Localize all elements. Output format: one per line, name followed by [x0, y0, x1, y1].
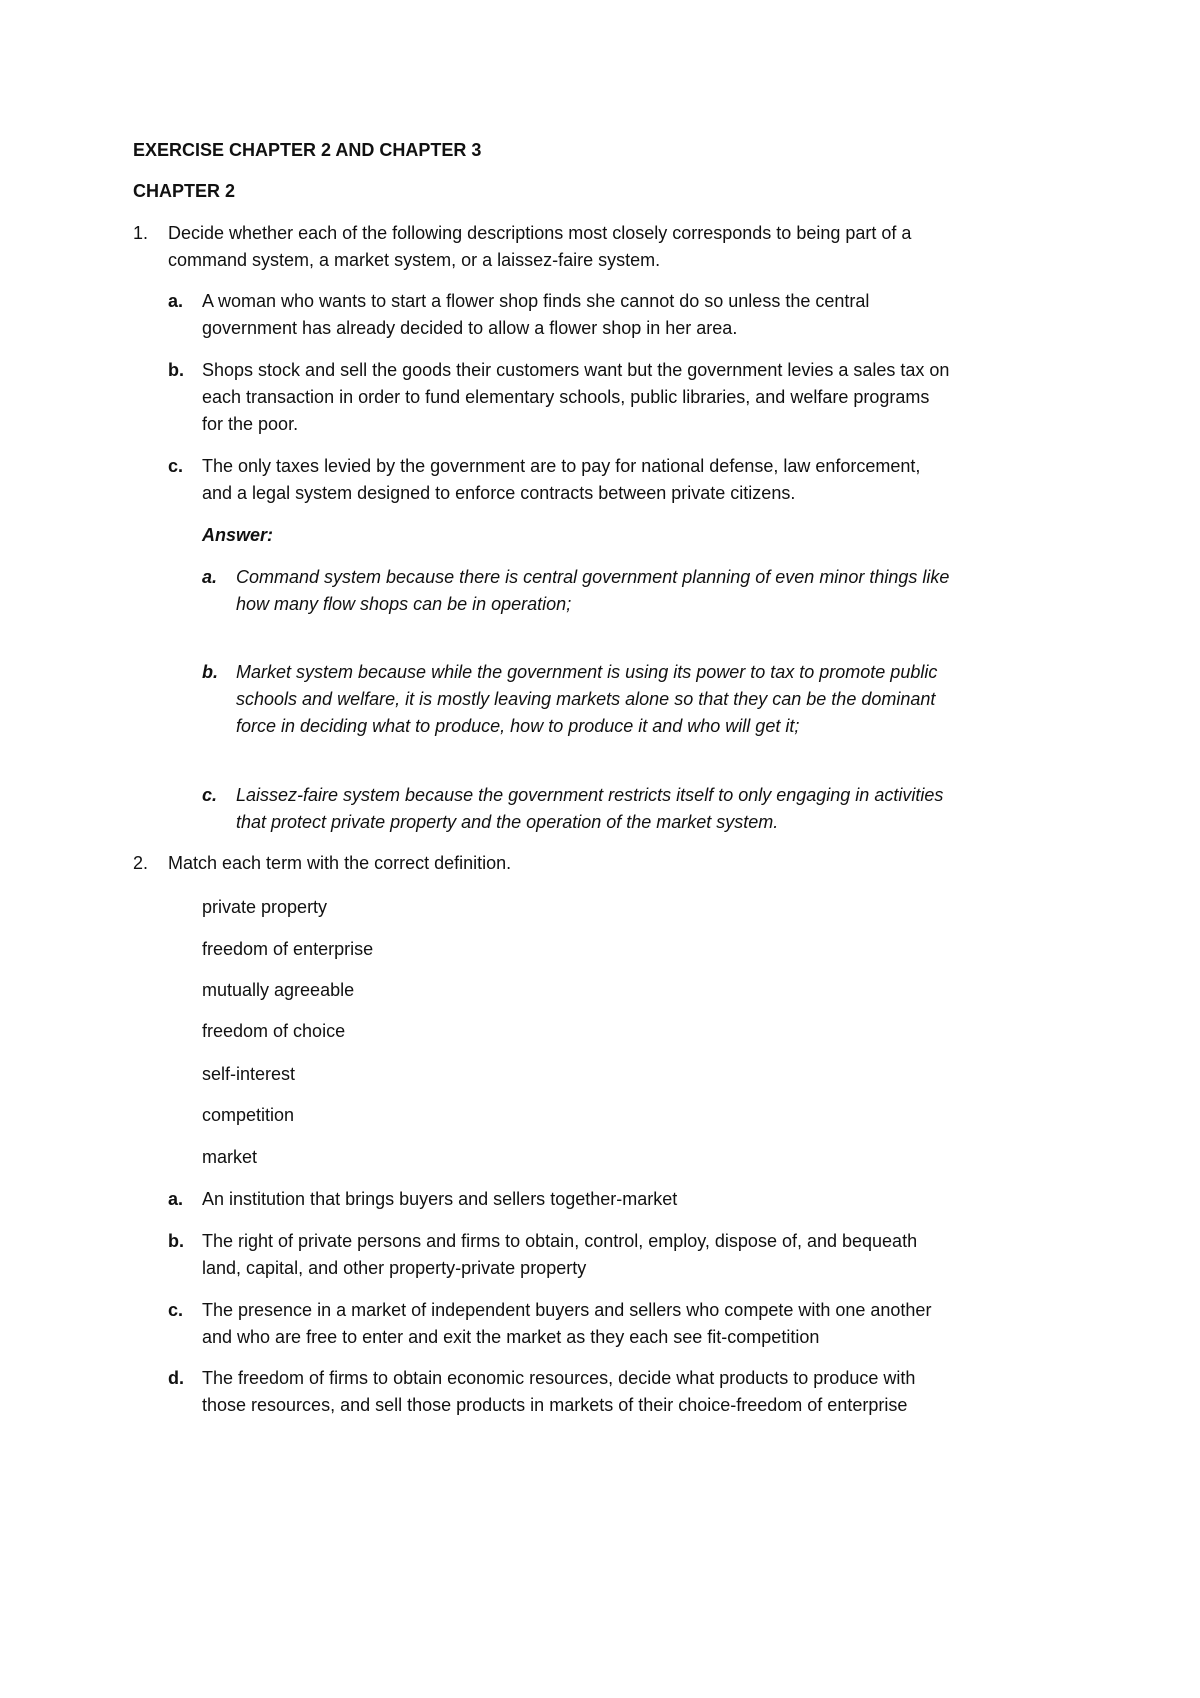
- definition-marker: c.: [168, 1300, 184, 1320]
- term-item: self-interest: [202, 1064, 296, 1084]
- chapter-heading: CHAPTER 2: [133, 181, 236, 201]
- answer-text-line: schools and welfare, it is mostly leaving markets alone so that they can be the dominant: [236, 689, 936, 709]
- term-item: private property: [202, 897, 328, 917]
- term-item: mutually agreeable: [202, 980, 355, 1000]
- answer-text-line: Command system because there is central government planning of even minor things like: [236, 567, 950, 587]
- answer-text-line: force in deciding what to produce, how to produce it and who will get it;: [236, 716, 800, 736]
- definition-marker: b.: [168, 1231, 184, 1251]
- definition-text-line: The right of private persons and firms to obtain, control, employ, dispose of, and bequeath: [202, 1231, 918, 1251]
- definition-marker: a.: [168, 1189, 184, 1209]
- answer-text-line: that protect private property and the operation of the market system.: [236, 812, 779, 832]
- question-number: 1.: [133, 223, 149, 243]
- definition-text-line: land, capital, and other property-private property: [202, 1258, 587, 1278]
- answer-text-line: Laissez-faire system because the government restricts itself to only engaging in activities: [236, 785, 944, 805]
- definition-text-line: The presence in a market of independent buyers and sellers who compete with one another: [202, 1300, 932, 1320]
- question-number: 2.: [133, 853, 149, 873]
- term-item: freedom of enterprise: [202, 939, 374, 959]
- answer-label: Answer:: [202, 525, 274, 545]
- item-text-line: The only taxes levied by the government are to pay for national defense, law enforcement,: [202, 456, 921, 476]
- item-text-line: and a legal system designed to enforce contracts between private citizens.: [202, 483, 796, 503]
- item-text-line: government has already decided to allow a flower shop in her area.: [202, 318, 738, 338]
- item-text-line: for the poor.: [202, 414, 299, 434]
- definition-text-line: The freedom of firms to obtain economic resources, decide what products to produce with: [202, 1368, 916, 1388]
- document-title: EXERCISE CHAPTER 2 AND CHAPTER 3: [133, 140, 482, 160]
- question-text-line: Decide whether each of the following descriptions most closely corresponds to being part of a: [168, 223, 912, 243]
- term-item: market: [202, 1147, 258, 1167]
- term-item: competition: [202, 1105, 295, 1125]
- item-marker: a.: [168, 291, 184, 311]
- item-text-line: A woman who wants to start a flower shop finds she cannot do so unless the central: [202, 291, 870, 311]
- item-text-line: each transaction in order to fund elementary schools, public libraries, and welfare programs: [202, 387, 930, 407]
- definition-text-line: and who are free to enter and exit the market as they each see fit-competition: [202, 1327, 820, 1347]
- item-marker: b.: [168, 360, 184, 380]
- answer-text-line: how many flow shops can be in operation;: [236, 594, 572, 614]
- answer-marker: b.: [202, 662, 218, 682]
- definition-marker: d.: [168, 1368, 184, 1388]
- definition-text-line: those resources, and sell those products in markets of their choice-freedom of enterprise: [202, 1395, 908, 1415]
- item-text-line: Shops stock and sell the goods their customers want but the government levies a sales tax on: [202, 360, 950, 380]
- definition-text-line: An institution that brings buyers and sellers together-market: [202, 1189, 678, 1209]
- question-text-line: command system, a market system, or a laissez-faire system.: [168, 250, 661, 270]
- item-marker: c.: [168, 456, 184, 476]
- answer-marker: c.: [202, 785, 218, 805]
- question-text-line: Match each term with the correct definition.: [168, 853, 512, 873]
- answer-marker: a.: [202, 567, 218, 587]
- term-item: freedom of choice: [202, 1021, 346, 1041]
- answer-text-line: Market system because while the government is using its power to tax to promote public: [236, 662, 938, 682]
